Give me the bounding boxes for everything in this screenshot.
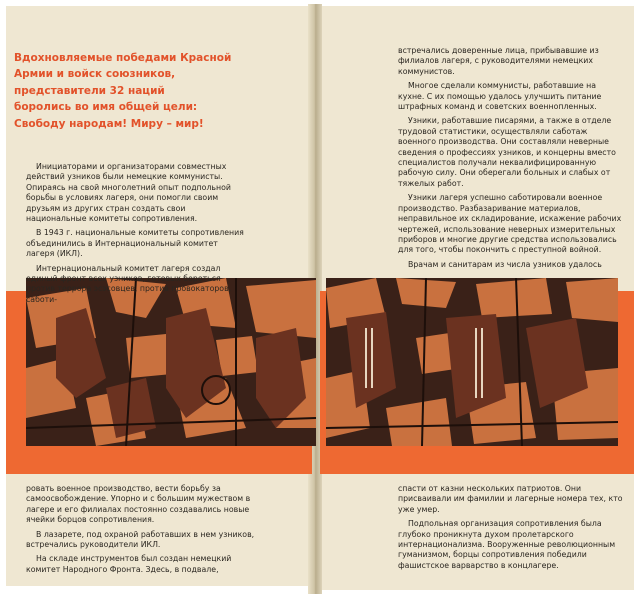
paragraph: В 1943 г. национальные комитеты сопротивления объединились в Интернациональный комитет лагеря (ИКЛ).: [26, 228, 244, 259]
prisoners-at-work-illustration-right: [326, 278, 618, 446]
left-bottom-text: [26, 484, 256, 579]
heading-slogan: [14, 50, 232, 132]
right-bottom-text: [398, 484, 626, 575]
heading-line: Армии и войск союзников,: [14, 68, 176, 81]
paragraph: Узники, работавшие писарями, а также в отделе трудовой статистики, осуществляли саботаж военного производства. Они составляли неверные сведения о профессиях узников, и концерны вместо специалистов получали неквалифицированную рабочую силу. Они оберегали больных и слабых от тяжелых работ.: [398, 116, 616, 188]
paragraph: Врачам и санитарам из числа узников удалось: [408, 259, 602, 269]
paragraph: Подпольная организация сопротивления была глубоко проникнута духом пролетарского интернационализма. Вооруженные революционным гуманизмом, борцы сопротивления победили фашистское варварство в концлагере.: [398, 519, 616, 570]
paragraph: ровать военное производство, вести борьбу за самоосвобождение. Упорно и с большим мужеством в лагере и его филиалах постоянно создавались новые ячейки борцов сопротивления.: [26, 484, 251, 525]
right-top-text: [398, 46, 624, 274]
heading-line: Свободу народам! Миру – мир!: [14, 117, 204, 130]
paragraph: На складе инструментов был создан немецкий комитет Народного Фронта. Здесь, в подвале,: [26, 554, 232, 574]
paragraph: Многое сделали коммунисты, работавшие на кухне. С их помощью удалось улучшить питание штрафных команд и советских военнопленных.: [398, 81, 602, 112]
paragraph: встречались доверенные лица, прибывавшие из филиалов лагеря, с руководителями немецких коммунистов.: [398, 46, 599, 76]
heading-line: боролись во имя общей цели:: [14, 101, 198, 114]
heading-line: Вдохновляемые победами Красной: [14, 52, 232, 64]
heading-line: представители 32 наций: [14, 84, 165, 97]
paragraph: Инициаторами и организаторами совместных действий узников были немецкие коммунисты. Опираясь на свой многолетний опыт подпольной борьбы в условиях лагеря, они помогли своим друзьям из других стран создать свои национальные комитеты сопротивления.: [26, 162, 231, 224]
paragraph: В лазарете, под охраной работавших в нем узников, встречались руководители ИКЛ.: [26, 529, 255, 550]
paragraph: Узники лагеря успешно саботировали военное производство. Разбазаривание материалов, неправильное их складирование, искажение рабочих чертежей, использование неверных измерительных приборов и многие другие средства использовались для того, чтобы покончить с преступной войной.: [398, 193, 622, 255]
left-top-text: [26, 162, 246, 309]
paragraph: Интернациональный комитет лагеря создал единый фронт всех узников, готовых бороться против террора эсэсовцев, против провокаторов, саботи-: [26, 263, 232, 304]
paragraph: спасти от казни нескольких патриотов. Они присваивали им фамилии и лагерные номера тех, кто уже умер.: [398, 484, 623, 514]
artwork-right: [326, 278, 618, 446]
